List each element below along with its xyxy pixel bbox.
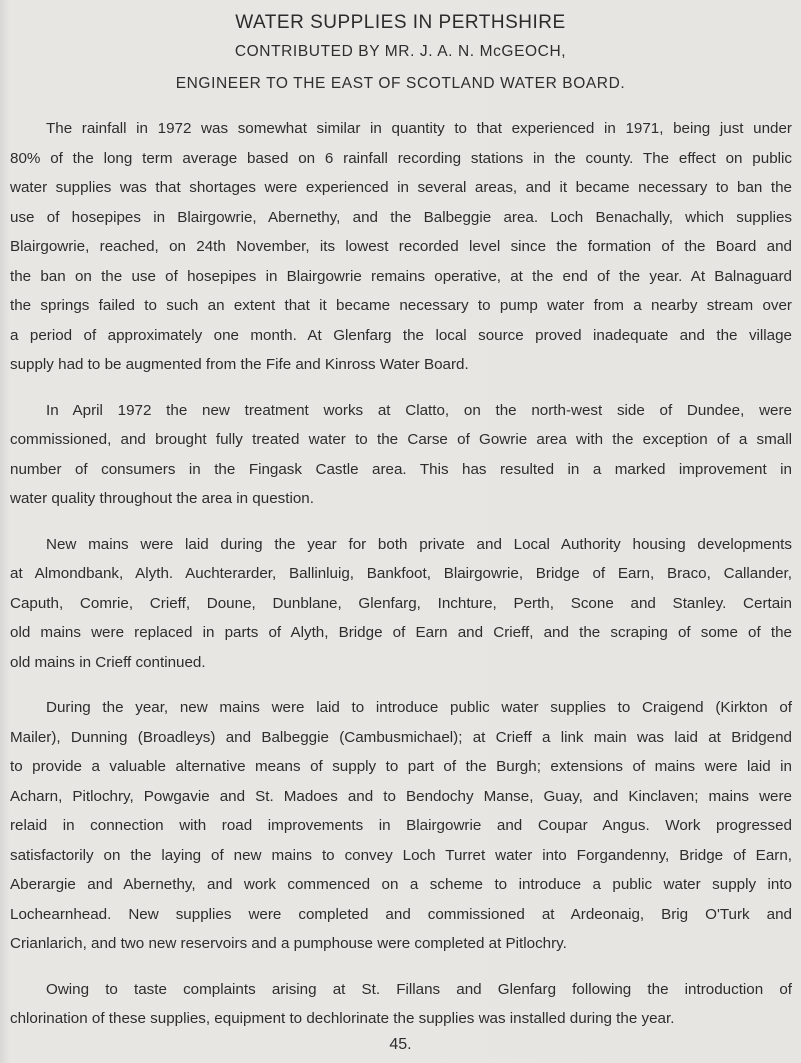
text-line: In April 1972 the new treatment works at Clatto, on the north-west side of Dundee, were (46, 401, 792, 419)
text-line: use of hosepipes in Blairgowrie, Abernethy, and the Balbeggie area. Loch Benachally, which supplies (10, 208, 792, 226)
document-body (10, 114, 792, 1034)
text-line: the ban on the use of hosepipes in Blairgowrie remains operative, at the end of the year. At Balnaguard (10, 267, 792, 285)
text-line: the springs failed to such an extent that it became necessary to pump water from a nearby stream over (10, 297, 792, 314)
text-line: commissioned, and brought fully treated water to the Carse of Gowrie area with the exception of a small (10, 431, 792, 448)
paragraph-new-mains (10, 530, 792, 678)
text-line: relaid in connection with road improvements in Blairgowrie and Coupar Angus. Work progressed (10, 817, 792, 834)
contributor-line: CONTRIBUTED BY MR. J. A. N. McGEOCH, (234, 43, 567, 60)
text-line: Mailer), Dunning (Broadleys) and Balbeggie (Cambusmichael); at Crieff a link main was laid at Bridgend (10, 728, 792, 746)
page-number: 45. (389, 1036, 412, 1053)
paragraph-treatment-works (10, 396, 792, 514)
text-line: chlorination of these supplies, equipment to dechlorinate the supplies was installed during the year. (10, 1010, 675, 1027)
paragraph-public-supplies (10, 693, 792, 959)
text-line: satisfactorily on the laying of new mains to convey Loch Turret water into Forgandenny, Bridge of Earn, (10, 846, 792, 864)
text-line: old mains in Crieff continued. (10, 653, 206, 671)
paragraph-rainfall (10, 114, 792, 380)
text-line: Aberargie and Abernethy, and work commenced on a scheme to introduce a public water supply into (10, 876, 792, 893)
text-line: Owing to taste complaints arising at St. Fillans and Glenfarg following the introduction of (46, 980, 792, 998)
text-line: Acharn, Pitlochry, Powgavie and St. Madoes and to Bendochy Manse, Guay, and Kinclaven; mains were (10, 787, 792, 805)
text-line: During the year, new mains were laid to introduce public water supplies to Craigend (Kirkton of (46, 699, 792, 716)
text-line: water supplies was that shortages were experienced in several areas, and it became necessary to ban the (10, 179, 792, 196)
text-line: 80% of the long term average based on 6 rainfall recording stations in the county. The effect on public (10, 149, 792, 167)
text-line: Caputh, Comrie, Crieff, Doune, Dunblane, Glenfarg, Inchture, Perth, Scone and Stanley. Certain (10, 594, 792, 612)
text-line: to provide a valuable alternative means of supply to part of the Burgh; extensions of mains were laid in (10, 758, 792, 775)
text-line: Lochearnhead. New supplies were completed and commissioned at Ardeonaig, Brig O'Turk and (10, 905, 792, 923)
text-line: water quality throughout the area in question. (10, 490, 314, 507)
text-line: Blairgowrie, reached, on 24th November, its lowest recorded level since the formation of the Board and (10, 238, 792, 255)
paragraph-chlorination (10, 975, 792, 1034)
text-line: a period of approximately one month. At Glenfarg the local source proved inadequate and the village (10, 326, 792, 344)
text-line: old mains were replaced in parts of Alyth, Bridge of Earn and Crieff, and the scraping of some of the (10, 624, 792, 641)
contributor-role-line: ENGINEER TO THE EAST OF SCOTLAND WATER BOARD. (175, 75, 626, 92)
text-line: The rainfall in 1972 was somewhat similar in quantity to that experienced in 1971, being just under (46, 120, 792, 137)
text-line: supply had to be augmented from the Fife and Kinross Water Board. (10, 356, 469, 373)
document-title: WATER SUPPLIES IN PERTHSHIRE (235, 12, 566, 33)
text-line: number of consumers in the Fingask Castle area. This has resulted in a marked improvement in (10, 460, 792, 478)
text-line: at Almondbank, Alyth. Auchterarder, Ballinluig, Bankfoot, Blairgowrie, Bridge of Earn, Braco, Callander, (10, 565, 792, 582)
text-line: New mains were laid during the year for both private and Local Authority housing developments (46, 535, 792, 553)
text-line: Crianlarich, and two new reservoirs and a pumphouse were completed at Pitlochry. (10, 935, 567, 952)
